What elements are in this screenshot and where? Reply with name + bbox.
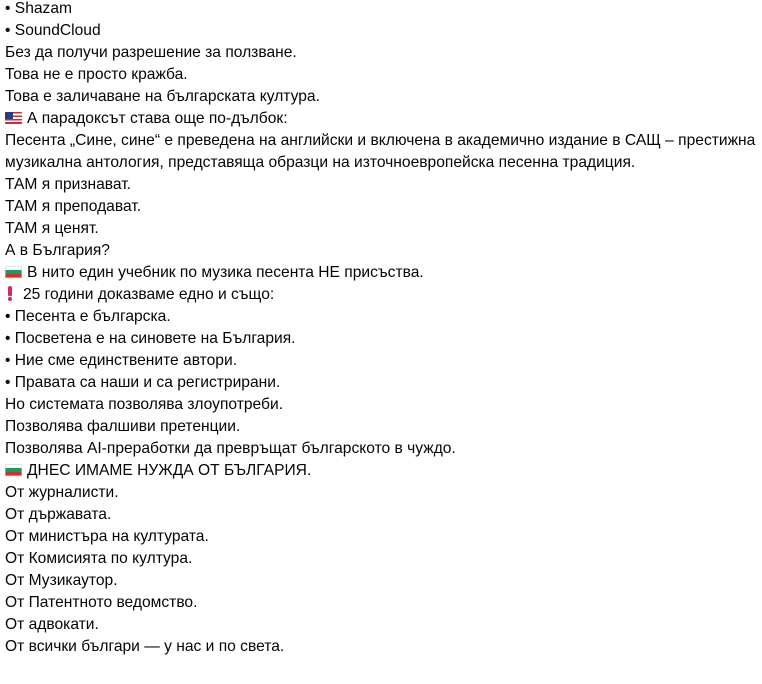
list-item: • Песента е българска.	[5, 308, 171, 325]
years-line	[5, 284, 757, 306]
text-line: Позволява фалшиви претенции.	[5, 418, 241, 435]
text-line: От всички българи — у нас и по света.	[5, 638, 285, 655]
textbook-text: В нито един учебник по музика песента НЕ присъства.	[27, 264, 424, 281]
bulgaria-flag-icon	[5, 266, 22, 278]
list-item-shazam: • Shazam	[5, 0, 72, 17]
us-flag-icon	[5, 112, 22, 124]
bulgaria-flag-icon	[5, 464, 22, 476]
text-line: От адвокати.	[5, 616, 99, 633]
text-line: От държавата.	[5, 506, 112, 523]
text-line: От Патентното ведомство.	[5, 594, 198, 611]
text-line: Позволява AI-преработки да превръщат българското в чуждо.	[5, 440, 456, 457]
text-line: ТАМ я признават.	[5, 176, 131, 193]
text-line: От журналисти.	[5, 484, 119, 501]
text-line: От министъра на културата.	[5, 528, 209, 545]
text-line: Но системата позволява злоупотреби.	[5, 396, 284, 413]
years-text: 25 години доказваме едно и също:	[23, 286, 275, 303]
call-line	[5, 460, 757, 482]
paradox-text: А парадоксът става още по-дълбок:	[27, 110, 288, 127]
text-line: А в България?	[5, 242, 110, 259]
text-line: Това не е просто кражба.	[5, 66, 188, 83]
list-item: • Посветена е на синовете на България.	[5, 330, 296, 347]
textbook-line	[5, 262, 757, 284]
call-text: ДНЕС ИМАМЕ НУЖДА ОТ БЪЛГАРИЯ.	[27, 462, 312, 479]
list-item: • Ние сме единствените автори.	[5, 352, 238, 369]
text-line: От Музикаутор.	[5, 572, 118, 589]
text-paragraph: Песента „Сине, сине“ е преведена на английски и включена в академично издание в САЩ – престижна музикална антология, представяща образци на източноевропейска песенна традиция.	[5, 132, 756, 171]
text-line: ТАМ я ценят.	[5, 220, 99, 237]
text-line: От Комисията по култура.	[5, 550, 193, 567]
list-item: • Правата са наши и са регистрирани.	[5, 374, 281, 391]
exclamation-icon	[5, 286, 14, 301]
text-line: Без да получи разрешение за ползване.	[5, 44, 297, 61]
post-text	[5, 0, 757, 658]
paradox-line	[5, 108, 757, 130]
text-line: ТАМ я преподават.	[5, 198, 142, 215]
list-item-soundcloud: • SoundCloud	[5, 22, 101, 39]
text-line: Това е заличаване на българската култура.	[5, 88, 320, 105]
